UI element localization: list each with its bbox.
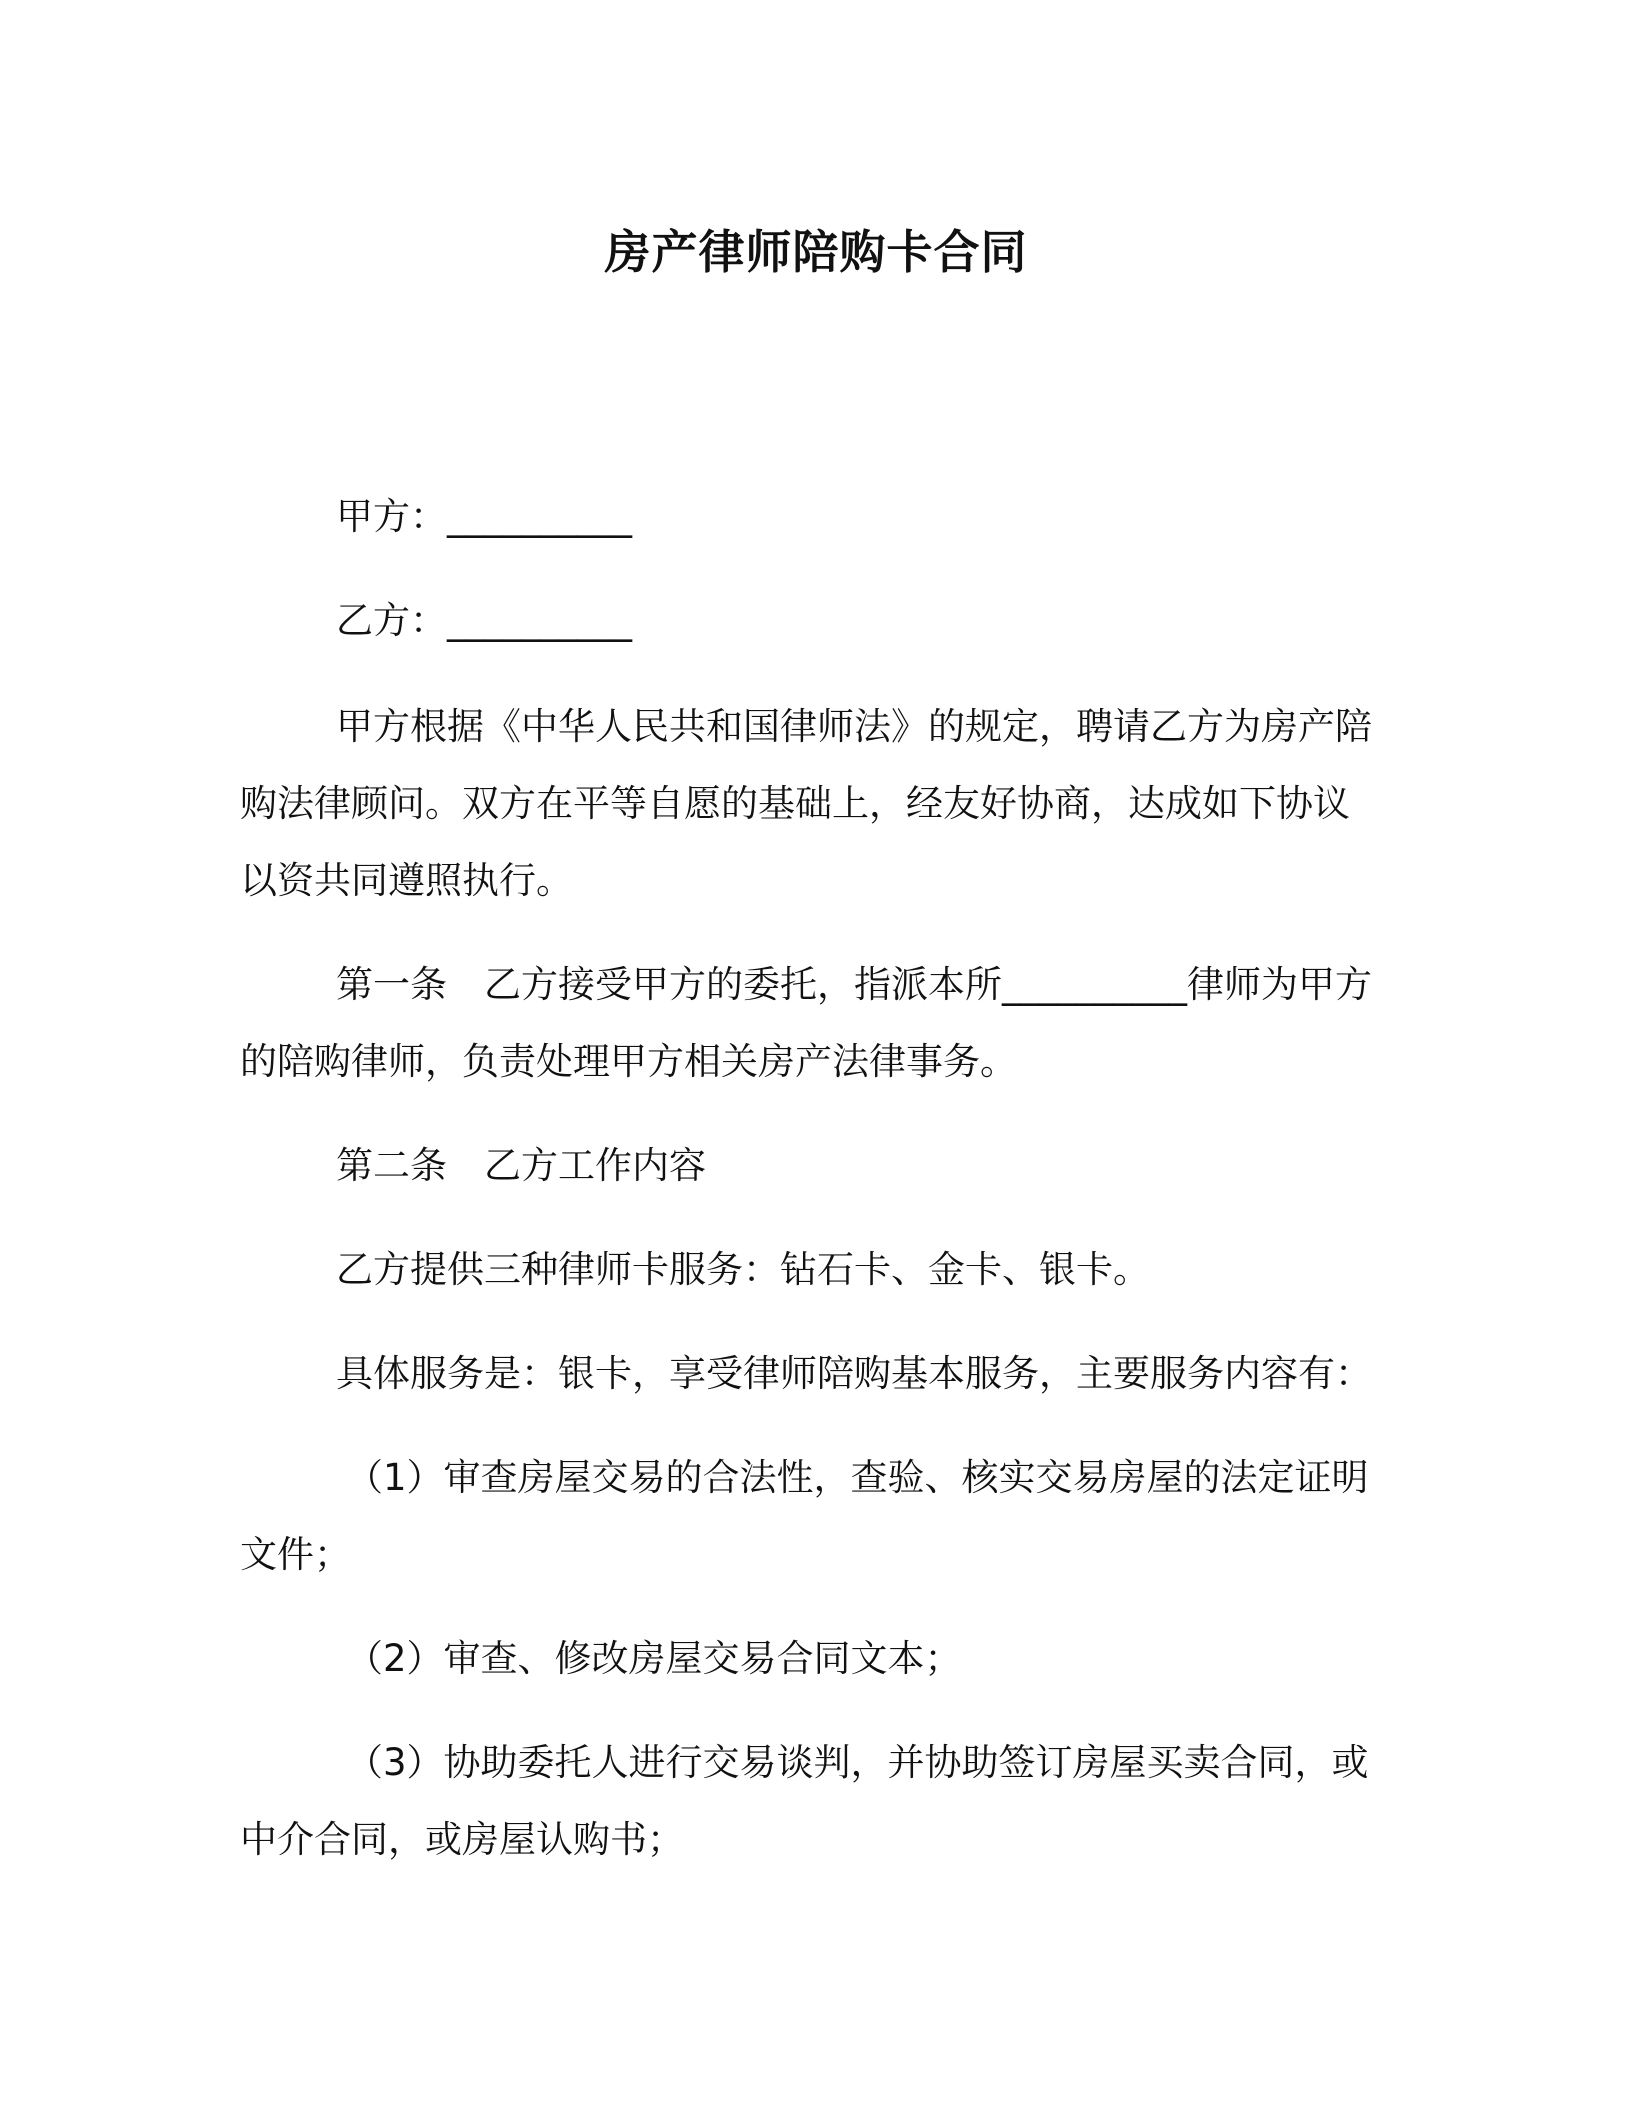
party-a-line: 甲方：__________ (336, 495, 632, 538)
preamble-line-3: 以资共同遵照执行。 (240, 859, 573, 902)
preamble-line-1: 甲方根据《中华人民共和国律师法》的规定，聘请乙方为房产陪 (336, 705, 1372, 748)
silver-intro: 具体服务是：银卡，享受律师陪购基本服务，主要服务内容有： (336, 1352, 1372, 1395)
party-b-line: 乙方：__________ (336, 599, 632, 642)
services-intro: 乙方提供三种律师卡服务：钻石卡、金卡、银卡。 (336, 1248, 1150, 1291)
item3-line-1: （3）协助委托人进行交易谈判，并协助签订房屋买卖合同，或 (346, 1741, 1369, 1784)
preamble-line-2: 购法律顾问。双方在平等自愿的基础上，经友好协商，达成如下协议 (240, 782, 1350, 825)
article2-heading: 第二条 乙方工作内容 (336, 1144, 706, 1187)
article1-line-2: 的陪购律师，负责处理甲方相关房产法律事务。 (240, 1040, 1017, 1083)
item1-line-2: 文件； (240, 1533, 351, 1576)
document-title: 房产律师陪购卡合同 (604, 225, 1028, 279)
article1-line-1: 第一条 乙方接受甲方的委托，指派本所__________律师为甲方 (336, 963, 1372, 1006)
item1-line-1: （1）审查房屋交易的合法性，查验、核实交易房屋的法定证明 (346, 1456, 1369, 1499)
item2-line: （2）审查、修改房屋交易合同文本； (346, 1637, 962, 1680)
item3-line-2: 中介合同，或房屋认购书； (240, 1818, 684, 1861)
